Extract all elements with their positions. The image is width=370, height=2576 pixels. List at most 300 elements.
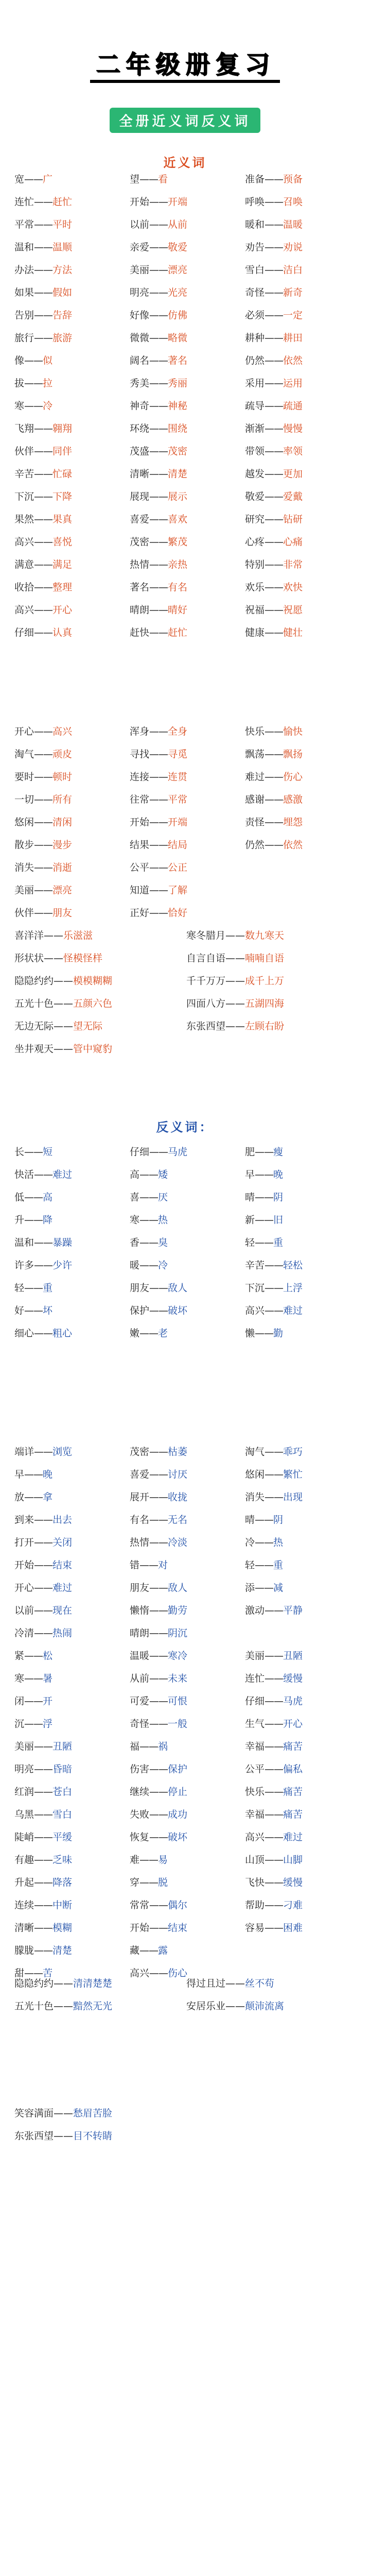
word: 低: [14, 1192, 25, 1203]
pair-dash: ——: [139, 1328, 158, 1339]
word-pair: [130, 1894, 245, 1917]
paired-word: 阴: [273, 1192, 284, 1203]
pair-dash: ——: [255, 1169, 274, 1180]
pair-dash: ——: [255, 1560, 274, 1571]
pair-dash: ——: [34, 1328, 53, 1339]
pair-dash: ——: [149, 771, 168, 783]
paired-word: 对: [158, 1560, 168, 1571]
word-pair: [130, 1186, 245, 1209]
word: 高兴: [14, 536, 34, 548]
word-pair: [130, 1667, 245, 1690]
paired-word: 神秘: [168, 400, 188, 412]
word: 高: [130, 1169, 140, 1180]
word-pair: [245, 1141, 358, 1163]
pair-dash: ——: [255, 1582, 274, 1594]
word: 旅行: [14, 332, 34, 344]
synonym-grid-1: [14, 168, 358, 644]
pair-dash: ——: [255, 1192, 274, 1203]
pair-dash: ——: [265, 1809, 284, 1820]
pair-dash: ——: [265, 174, 284, 185]
word: 准备: [245, 174, 265, 185]
word: 快活: [14, 1169, 34, 1180]
word: 以前: [130, 219, 150, 230]
pair-dash: ——: [44, 953, 64, 964]
word: 淘气: [14, 749, 34, 760]
word-pair: [130, 372, 245, 395]
pair-dash: ——: [54, 2130, 74, 2142]
word-pair: [130, 1209, 245, 1231]
paired-word: 可恨: [168, 1696, 188, 1707]
word: 千千万万: [186, 975, 226, 987]
paired-word: 清闲: [52, 817, 73, 828]
pair-dash: ——: [265, 536, 284, 548]
word-pair: [245, 834, 358, 856]
word: 开始: [130, 1922, 150, 1934]
paired-word: 漂亮: [168, 264, 188, 276]
word-pair: [14, 720, 130, 743]
pair-dash: ——: [149, 1605, 168, 1616]
word-pair: [130, 1917, 245, 1939]
word-pair: [245, 599, 358, 621]
word-pair: [130, 1690, 245, 1713]
word-pair: [130, 902, 245, 924]
paired-word: 停止: [168, 1786, 188, 1798]
pair-dash: ——: [265, 839, 284, 851]
word: 四面八方: [186, 998, 226, 1009]
pair-dash: ——: [225, 930, 245, 941]
word-pair: [130, 576, 245, 599]
word: 望: [130, 174, 140, 185]
word-pair: [245, 1531, 358, 1554]
word-pair: [245, 1509, 358, 1531]
pair-dash: ——: [24, 1282, 43, 1294]
word: 茂盛: [130, 446, 150, 457]
pair-dash: ——: [34, 1537, 53, 1548]
word-pair: [14, 1209, 130, 1231]
word-pair: [14, 1440, 130, 1463]
word-pair: [245, 1667, 358, 1690]
paired-word: 著名: [168, 355, 188, 366]
word: 乌黑: [14, 1809, 34, 1820]
word-pair: [14, 599, 130, 621]
word-pair: [245, 902, 358, 924]
paired-word: 清清楚楚: [73, 1978, 113, 1989]
pair-dash: ——: [24, 1718, 43, 1730]
paired-word: 山脚: [283, 1854, 303, 1866]
word: 红润: [14, 1786, 34, 1798]
idiom-row: [14, 992, 358, 1015]
pair-dash: ——: [34, 536, 53, 548]
pair-dash: ——: [54, 975, 74, 987]
word-pair: [14, 1690, 130, 1713]
paired-word: 赶忙: [52, 196, 73, 208]
paired-word: 全身: [168, 726, 188, 737]
paired-word: 平常: [168, 794, 188, 805]
word-pair: [130, 856, 245, 879]
paired-word: 冷淡: [168, 1537, 188, 1548]
paired-word: 重: [273, 1237, 284, 1248]
word-pair: [130, 1849, 245, 1871]
pair-dash: ——: [24, 1673, 43, 1684]
word-pair: [245, 236, 358, 259]
word: 明亮: [130, 287, 150, 298]
word-pair: [245, 1299, 358, 1322]
word: 寒: [14, 400, 25, 412]
pair-dash: ——: [34, 196, 53, 208]
paired-word: 顿时: [52, 771, 73, 783]
word: 快乐: [245, 726, 265, 737]
word: 寒: [14, 1673, 25, 1684]
word-pair: [14, 531, 130, 553]
paired-word: 清楚: [52, 1945, 73, 1956]
word: 收拾: [14, 582, 34, 593]
pair-dash: ——: [34, 446, 53, 457]
paired-word: 喃喃自语: [245, 953, 285, 964]
pair-dash: ——: [34, 242, 53, 253]
paired-word: 翱翔: [52, 423, 73, 434]
idiom-pair: [186, 947, 358, 970]
word-pair: [245, 304, 358, 327]
word: 著名: [130, 582, 150, 593]
pair-dash: ——: [24, 400, 43, 412]
idiom-pair: [186, 1038, 358, 1060]
idiom-pair: [14, 992, 186, 1015]
word-pair: [245, 1803, 358, 1826]
idiom-row: [14, 1972, 358, 1995]
word-pair: [245, 1440, 358, 1463]
word-pair: [130, 1735, 245, 1758]
pair-dash: ——: [139, 174, 158, 185]
paired-word: 乖巧: [283, 1446, 303, 1458]
pair-dash: ——: [34, 310, 53, 321]
pair-dash: ——: [34, 559, 53, 570]
pair-dash: ——: [265, 287, 284, 298]
idiom-row: [14, 924, 358, 947]
pair-dash: ——: [34, 1945, 53, 1956]
word-pair: [130, 1622, 245, 1645]
pair-dash: ——: [255, 1237, 274, 1248]
paired-word: 成功: [168, 1809, 188, 1820]
paired-word: 埋怨: [283, 817, 303, 828]
word: 拔: [14, 378, 25, 389]
paired-word: 坏: [43, 1305, 53, 1316]
word-pair: [130, 1871, 245, 1894]
word-pair: [14, 1849, 130, 1871]
idiom-pair: [186, 1972, 358, 1995]
word-pair: [14, 1163, 130, 1186]
paired-word: 晚: [273, 1169, 284, 1180]
pair-dash: ——: [139, 1945, 158, 1956]
paired-word: 缓慢: [283, 1673, 303, 1684]
idiom-pair: [14, 1995, 186, 2018]
word: 亲爱: [130, 242, 150, 253]
word-pair: [245, 508, 358, 531]
word: 朋友: [130, 1582, 150, 1594]
idiom-pair: [14, 2102, 358, 2125]
word-pair: [245, 191, 358, 213]
paired-word: 从前: [168, 219, 188, 230]
pair-dash: ——: [149, 355, 168, 366]
pair-dash: ——: [54, 1021, 74, 1032]
word-pair: [245, 1826, 358, 1849]
paired-word: 飘扬: [283, 749, 303, 760]
word: 果然: [14, 514, 34, 525]
paired-word: 告辞: [52, 310, 73, 321]
pair-dash: ——: [149, 1146, 168, 1158]
word: 热情: [130, 1537, 150, 1548]
pair-dash: ——: [149, 1514, 168, 1526]
word: 开始: [14, 1560, 34, 1571]
pair-dash: ——: [149, 242, 168, 253]
word: 升: [14, 1214, 25, 1226]
paired-word: 恰好: [168, 907, 188, 919]
idiom-pair: [14, 2125, 358, 2147]
paired-word: 暑: [43, 1673, 53, 1684]
word: 冷: [245, 1537, 255, 1548]
word-pair: [130, 1803, 245, 1826]
pair-dash: ——: [265, 1492, 284, 1503]
pair-dash: ——: [149, 627, 168, 638]
word: 细心: [14, 1328, 34, 1339]
paired-word: 黯然无光: [73, 2001, 113, 2012]
pair-dash: ——: [265, 219, 284, 230]
word-pair: [130, 1758, 245, 1781]
pair-dash: ——: [34, 1832, 53, 1843]
word: 恢复: [130, 1832, 150, 1843]
pair-dash: ——: [139, 1877, 158, 1888]
word: 飘荡: [245, 749, 265, 760]
paired-word: 朋友: [52, 907, 73, 919]
paired-word: 痛苦: [283, 1741, 303, 1752]
paired-word: 偏私: [283, 1764, 303, 1775]
antonym-idiom-list: [14, 1972, 358, 2018]
word-pair: [130, 440, 245, 463]
word: 展开: [130, 1492, 150, 1503]
antonym-grid-1: [14, 1141, 358, 1345]
word: 浑身: [130, 726, 150, 737]
pair-dash: ——: [34, 1260, 53, 1271]
word-pair: [245, 349, 358, 372]
word-pair: [14, 743, 130, 766]
word: 要时: [14, 771, 34, 783]
pair-dash: ——: [265, 794, 284, 805]
pair-dash: ——: [149, 1469, 168, 1480]
word-pair: [14, 191, 130, 213]
word-pair: [14, 1803, 130, 1826]
pair-dash: ——: [265, 771, 284, 783]
pair-dash: ——: [34, 514, 53, 525]
pair-dash: ——: [149, 726, 168, 737]
pair-dash: ——: [34, 885, 53, 896]
pair-dash: ——: [149, 1764, 168, 1775]
pair-dash: ——: [225, 1021, 245, 1032]
word: 辛苦: [14, 468, 34, 480]
paired-word: 祝愿: [283, 604, 303, 616]
word-pair: [245, 327, 358, 349]
word-pair: [130, 766, 245, 788]
synonym-heading: 近义词: [163, 156, 207, 170]
paired-word: 五颜六色: [73, 998, 113, 1009]
word: 继续: [130, 1786, 150, 1798]
word-pair: [14, 1917, 130, 1939]
word: 办法: [14, 264, 34, 276]
pair-dash: ——: [149, 1537, 168, 1548]
paired-word: 勤劳: [168, 1605, 188, 1616]
word: 开心: [14, 1582, 34, 1594]
paired-word: 拿: [43, 1492, 53, 1503]
word-pair: [130, 395, 245, 417]
pair-dash: ——: [44, 930, 64, 941]
paired-word: 开心: [283, 1718, 303, 1730]
paired-word: 结束: [168, 1922, 188, 1934]
pair-dash: ——: [265, 817, 284, 828]
word-pair: [130, 1440, 245, 1463]
paired-word: 开端: [168, 817, 188, 828]
paired-word: 望无际: [73, 1021, 103, 1032]
paired-word: 矮: [158, 1169, 168, 1180]
word-pair: [245, 1463, 358, 1486]
word: 连续: [14, 1900, 34, 1911]
word: 晴朗: [130, 1628, 150, 1639]
word: 温和: [14, 1237, 34, 1248]
word-pair: [14, 349, 130, 372]
paired-word: 难过: [283, 1305, 303, 1316]
paired-word: 降: [43, 1214, 53, 1226]
paired-word: 勤: [273, 1328, 284, 1339]
paired-word: 消逝: [52, 862, 73, 873]
word-pair: [14, 1577, 130, 1599]
word: 晴: [245, 1192, 255, 1203]
paired-word: 广: [43, 174, 53, 185]
word-pair: [245, 1758, 358, 1781]
word: 一切: [14, 794, 34, 805]
paired-word: 热: [273, 1537, 284, 1548]
word-pair: [245, 788, 358, 811]
pair-dash: ——: [149, 491, 168, 502]
paired-word: 洁白: [283, 264, 303, 276]
pair-dash: ——: [149, 1305, 168, 1316]
pair-dash: ——: [24, 1146, 43, 1158]
word: 下沉: [245, 1282, 265, 1294]
word-pair: [14, 372, 130, 395]
word: 轻: [245, 1237, 255, 1248]
word-pair: [14, 553, 130, 576]
paired-word: 高: [43, 1192, 53, 1203]
paired-word: 开端: [168, 196, 188, 208]
pair-dash: ——: [34, 1237, 53, 1248]
paired-word: 新奇: [283, 287, 303, 298]
word-pair: [14, 1186, 130, 1209]
word: 伙伴: [14, 907, 34, 919]
word: 阔名: [130, 355, 150, 366]
pair-dash: ——: [24, 1305, 43, 1316]
pair-dash: ——: [149, 378, 168, 389]
paired-word: 左顾右盼: [245, 1021, 285, 1032]
word: 仔细: [14, 627, 34, 638]
word-pair: [130, 553, 245, 576]
pair-dash: ——: [34, 423, 53, 434]
idiom-pair: [14, 970, 186, 992]
pair-dash: ——: [24, 1192, 43, 1203]
paired-word: 敌人: [168, 1582, 188, 1594]
word-pair: [14, 463, 130, 485]
pair-dash: ——: [265, 1469, 284, 1480]
paired-word: 温暖: [283, 219, 303, 230]
pair-dash: ——: [265, 1877, 284, 1888]
word-pair: [130, 1299, 245, 1322]
word-pair: [245, 485, 358, 508]
word-pair: [130, 1322, 245, 1345]
pair-dash: ——: [149, 196, 168, 208]
synonym-grid-2: [14, 720, 358, 924]
pair-dash: ——: [34, 1922, 53, 1934]
pair-dash: ——: [34, 1786, 53, 1798]
word: 奇怪: [130, 1718, 150, 1730]
word-pair: [245, 1163, 358, 1186]
paired-word: 松: [43, 1650, 53, 1662]
pair-dash: ——: [149, 839, 168, 851]
paired-word: 浏览: [52, 1446, 73, 1458]
pair-dash: ——: [34, 1169, 53, 1180]
paired-word: 公正: [168, 862, 188, 873]
pair-dash: ——: [149, 287, 168, 298]
word-pair: [14, 1486, 130, 1509]
idiom-row: [14, 1038, 358, 1060]
word: 朦胧: [14, 1945, 34, 1956]
word-pair: [14, 1781, 130, 1803]
word: 嫩: [130, 1328, 140, 1339]
word: 美丽: [245, 1650, 265, 1662]
idiom-pair: [186, 924, 358, 947]
pair-dash: ——: [149, 536, 168, 548]
word: 升起: [14, 1877, 34, 1888]
word: 难过: [245, 771, 265, 783]
word: 消失: [245, 1492, 265, 1503]
pair-dash: ——: [34, 794, 53, 805]
word-pair: [130, 463, 245, 485]
paired-word: 方法: [52, 264, 73, 276]
paired-word: 五湖四海: [245, 998, 285, 1009]
pair-dash: ——: [149, 749, 168, 760]
word: 长: [14, 1146, 25, 1158]
word-pair: [245, 259, 358, 281]
paired-word: 关闭: [52, 1537, 73, 1548]
pair-dash: ——: [265, 196, 284, 208]
pair-dash: ——: [149, 817, 168, 828]
paired-word: 果真: [52, 514, 73, 525]
pair-dash: ——: [24, 1214, 43, 1226]
word: 生气: [245, 1718, 265, 1730]
paired-word: 依然: [283, 839, 303, 851]
paired-word: 厌: [158, 1192, 168, 1203]
word-pair: [14, 168, 130, 191]
pair-dash: ——: [139, 1237, 158, 1248]
pair-dash: ——: [265, 332, 284, 344]
paired-word: 似: [43, 355, 53, 366]
paired-word: 难过: [52, 1169, 73, 1180]
word-pair: [130, 1463, 245, 1486]
word-pair: [245, 281, 358, 304]
word: 形状状: [14, 953, 44, 964]
word: 明亮: [14, 1764, 34, 1775]
paired-word: 轻松: [283, 1260, 303, 1271]
paired-word: 召唤: [283, 196, 303, 208]
pair-dash: ——: [149, 907, 168, 919]
word: 雪白: [245, 264, 265, 276]
paired-word: 丑陋: [52, 1741, 73, 1752]
pair-dash: ——: [54, 2001, 74, 2012]
word: 坐井观天: [14, 1043, 54, 1055]
